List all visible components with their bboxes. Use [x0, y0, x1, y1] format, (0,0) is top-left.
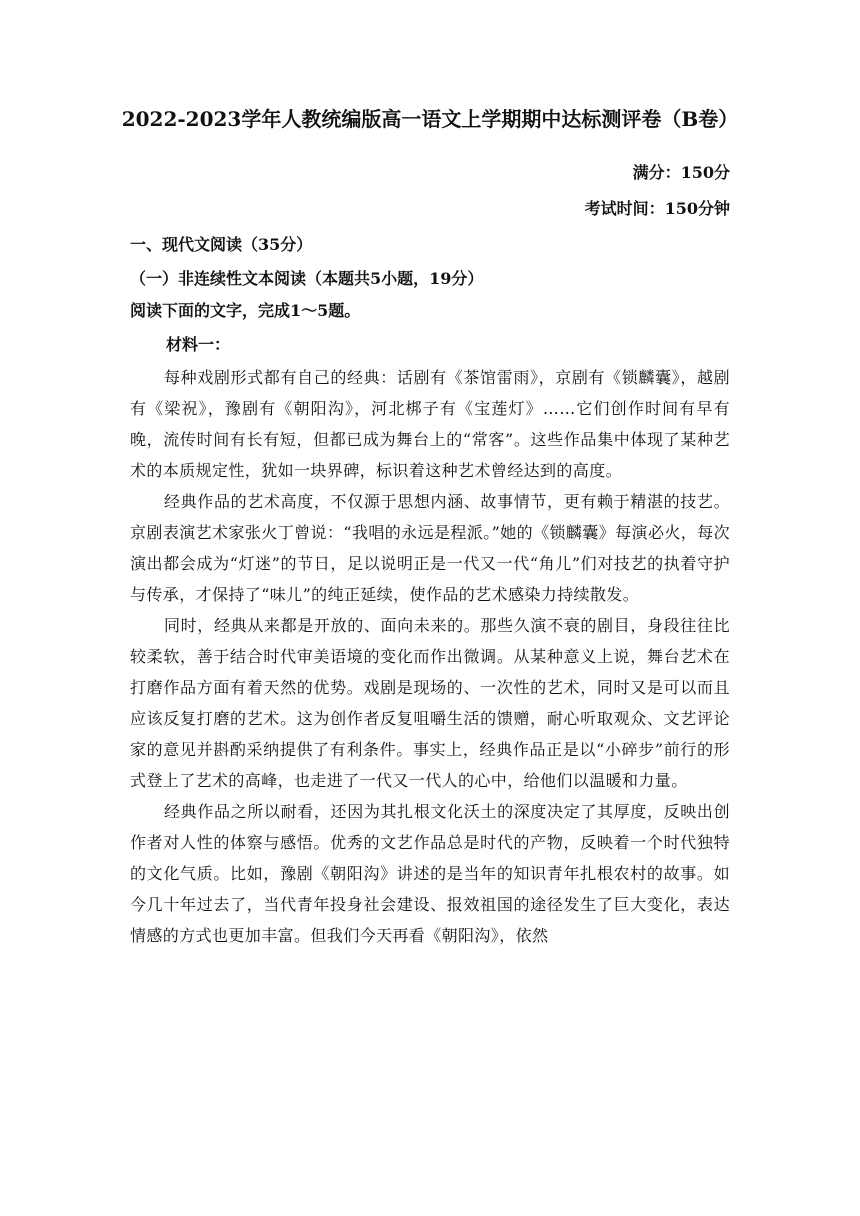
paragraph: 每种戏剧形式都有自己的经典：话剧有《茶馆雷雨》，京剧有《锁麟囊》，越剧有《梁祝》，豫剧有《朝阳沟》，河北梆子有《宝莲灯》……它们创作时间有早有晚，流传时间有长有短，但都已成为舞台上的“常客”。这些作品集中体现了某种艺术的本质规定性，犹如一块界碑，标识着这种艺术曾经达到的高度。	[130, 368, 730, 480]
paragraph: 同时，经典从来都是开放的、面向未来的。那些久演不衰的剧目，身段往往比较柔软，善于结合时代审美语境的变化而作出微调。从某种意义上说，舞台艺术在打磨作品方面有着天然的优势。戏剧是现场的、一次性的艺术，同时又是可以而且应该反复打磨的艺术。这为创作者反复咀嚼生活的馈赠，耐心听取观众、文艺评论家的意见并斟酌采纳提供了有利条件。事实上，经典作品正是以“小碎步”前行的形式登上了艺术的高峰，也走进了一代又一代人的心中，给他们以温暖和力量。	[130, 616, 730, 790]
document-title: 2022-2023学年人教统编版高一语文上学期期中达标测评卷（B卷）	[121, 107, 739, 131]
full-score: 满分：150分	[632, 163, 730, 182]
exam-time: 考试时间：150分钟	[584, 199, 730, 218]
passage-body	[130, 362, 730, 951]
subsection-heading: （一）非连续性文本阅读（本题共5小题，19分）	[130, 269, 484, 288]
reading-instruction: 阅读下面的文字，完成1～5题。	[130, 301, 361, 320]
section-heading: 一、现代文阅读（35分）	[130, 235, 313, 254]
paragraph: 经典作品之所以耐看，还因为其扎根文化沃土的深度决定了其厚度，反映出创作者对人性的体察与感悟。优秀的文艺作品总是时代的产物，反映着一个时代独特的文化气质。比如，豫剧《朝阳沟》讲述的是当年的知识青年扎根农村的故事。如今几十年过去了，当代青年投身社会建设、报效祖国的途径发生了巨大变化，表达情感的方式也更加丰富。但我们今天再看《朝阳沟》，依然	[130, 802, 730, 945]
material-label: 材料一：	[166, 335, 231, 354]
paragraph: 经典作品的艺术高度，不仅源于思想内涵、故事情节，更有赖于精湛的技艺。京剧表演艺术家张火丁曾说：“我唱的永远是程派。”她的《锁麟囊》每演必火，每次演出都会成为“灯迷”的节日，足以说明正是一代又一代“角儿”们对技艺的执着守护与传承，才保持了“味儿”的纯正延续，使作品的艺术感染力持续散发。	[130, 492, 730, 604]
